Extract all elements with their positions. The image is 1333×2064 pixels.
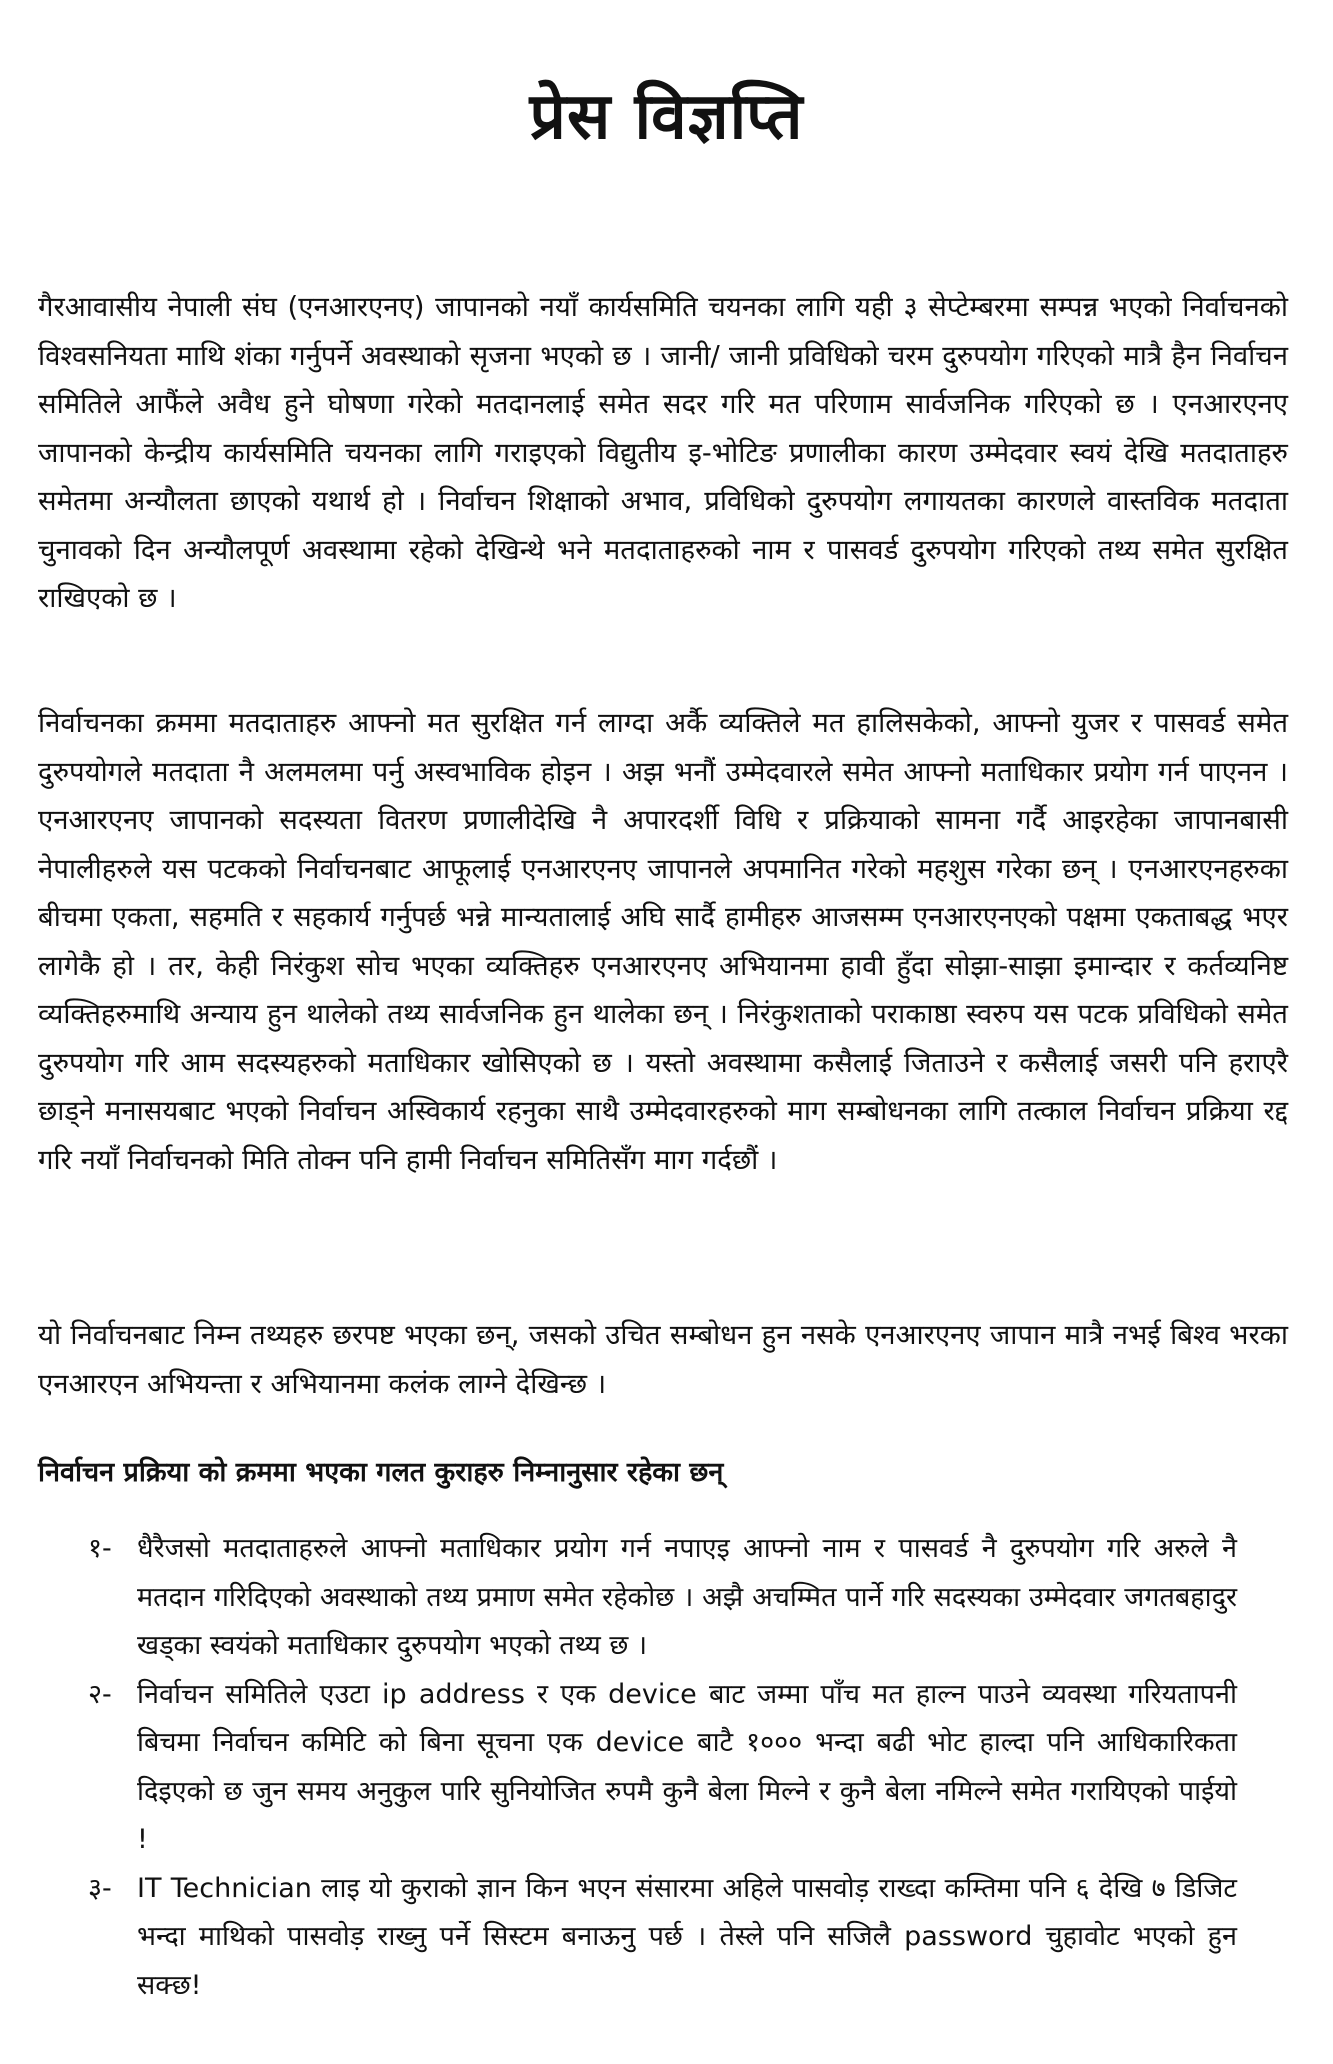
paragraph-election-issues: निर्वाचनका क्रममा मतदाताहरु आफ्नो मत सुरक्षित गर्न लाग्दा अर्कै व्यक्तिले मत हालिसकेको, आफ्नो युजर र पासवर्ड समेत दुरुपयोगले मतदाता नै अलमलमा पर्नु अस्वभाविक होइन । अझ भनौं उम्मेदवारले समेत आफ्नो मताधिकार प्रयोग गर्न पाएनन । एनआरएनए जापानको सदस्यता वितरण प्रणालीदेखि नै अपारदर्शी विधि र प्रक्रियाको सामना गर्दै आइरहेका जापानबासी नेपालीहरुले यस पटकको निर्वाचनबाट आफूलाई एनआरएनए जापानले अपमानित गरेको महशुस गरेका छन् । एनआरएनहरुका बीचमा एकता, सहमति र सहकार्य गर्नुपर्छ भन्ने मान्यतालाई अघि सार्दै हामीहरु आजसम्म एनआरएनएको पक्षमा एकताबद्ध भएर लागेकै हो । तर, केही निरंकुश सोच भएका व्यक्तिहरु एनआरएनए अभियानमा हावी हुँदा सोझा-साझा इमान्दार र कर्तव्यनिष्ट व्यक्तिहरुमाथि अन्याय हुन थालेको तथ्य सार्वजनिक हुन थालेका छन् । निरंकुशताको पराकाष्ठा स्वरुप यस पटक प्रविधिको समेत दुरुपयोग गरि आम सदस्यहरुको मताधिकार खोसिएको छ । यस्तो अवस्थामा कसैलाई जिताउने र कसैलाई जसरी पनि हराएरै छाड्ने मनासयबाट भएको निर्वाचन अस्विकार्य रहनुका साथै उम्मेदवारहरुको माग सम्बोधनका लागि तत्काल निर्वाचन प्रक्रिया रद्द गरि नयाँ निर्वाचनको मिति तोक्न पनि हामी निर्वाचन समितिसँग माग गर्दछौं । (38, 707, 1288, 1176)
paragraph-facts-exposed: यो निर्वाचनबाट निम्न तथ्यहरु छरपष्ट भएका छन्, जसको उचित सम्बोधन हुन नसके एनआरएनए जापान मात्रै नभई बिश्व भरका एनआरएन अभियन्ता र अभियानमा कलंक लाग्ने देखिन्छ । (38, 1319, 1288, 1400)
page-title: प्रेस विज्ञप्ति (529, 80, 804, 154)
list-item-text: धैरैजसो मतदाताहरुले आफ्नो मताधिकार प्रयोग गर्न नपाएइ आफ्नो नाम र पासवर्ड नै दुरुपयोग गरि अरुले नै मतदान गरिदिएको अवस्थाको तथ्य प्रमाण समेत रहेकोछ । अझै अचम्मित पार्ने गरि सदस्यका उम्मेदवार जगतबहादुर खड्का स्वयंको मताधिकार दुरुपयोग भएको तथ्य छ । (137, 1533, 1237, 1661)
list-item (0, 1671, 1333, 1865)
section-heading: निर्वाचन प्रक्रिया को क्रममा भएका गलत कुराहरु निम्नानुसार रहेका छन् (38, 1457, 724, 1488)
list-item-number: १- (88, 1533, 112, 1564)
list-item-text: IT Technician लाइ यो कुराको ज्ञान किन भएन संसारमा अहिले पासवोड़ राख्दा कम्तिमा पनि ६ देखि ७ डिजिट भन्दा माथिको पासवोड़ राख्नु पर्ने सिस्टम बनाऊनु पर्छ । तेस्ले पनि सजिलै password चुहावोट भएको हुन सक्छ! (137, 1872, 1237, 2001)
list-item-text: निर्वाचन समितिले एउटा ip address र एक device बाट जम्मा पाँच मत हाल्न पाउने व्यवस्था गरियतापनी बिचमा निर्वाचन कमिटि को बिना सूचना एक device बाटै १००० भन्दा बढी भोट हाल्दा पनि आधिकारिकता दिइएको छ जुन समय अनुकुल पारि सुनियोजित रुपमै कुनै बेला मिल्ने र कुनै बेला नमिल्ने समेत गरायिएको पाईयो ! (137, 1678, 1237, 1855)
list-item (0, 1865, 1333, 2011)
paragraph-intro: गैरआवासीय नेपाली संघ (एनआरएनए) जापानको नयाँ कार्यसमिति चयनका लागि यही ३ सेप्टेम्बरमा सम्पन्न भएको निर्वाचनको विश्वसनियता माथि शंका गर्नुपर्ने अवस्थाको सृजना भएको छ । जानी/ जानी प्रविधिको चरम दुरुपयोग गरिएको मात्रै हैन निर्वाचन समितिले आफैंले अवैध हुने घोषणा गरेको मतदानलाई समेत सदर गरि मत परिणाम सार्वजनिक गरिएको छ । एनआरएनए जापानको केन्द्रीय कार्यसमिति चयनका लागि गराइएको विद्युतीय इ-भोटिङ प्रणालीका कारण उम्मेदवार स्वयं देखि मतदाताहरु समेतमा अन्यौलता छाएको यथार्थ हो । निर्वाचन शिक्षाको अभाव, प्रविधिको दुरुपयोग लगायतका कारणले वास्तविक मतदाता चुनावको दिन अन्यौलपूर्ण अवस्थामा रहेको देखिन्थे भने मतदाताहरुको नाम र पासवर्ड दुरुपयोग गरिएको तथ्य समेत सुरक्षित राखिएको छ । (38, 291, 1288, 614)
list-item (0, 1525, 1333, 1671)
list-item-number: ३- (88, 1872, 112, 1904)
list-item-number: २- (88, 1678, 112, 1710)
issues-list (0, 1525, 1333, 2010)
